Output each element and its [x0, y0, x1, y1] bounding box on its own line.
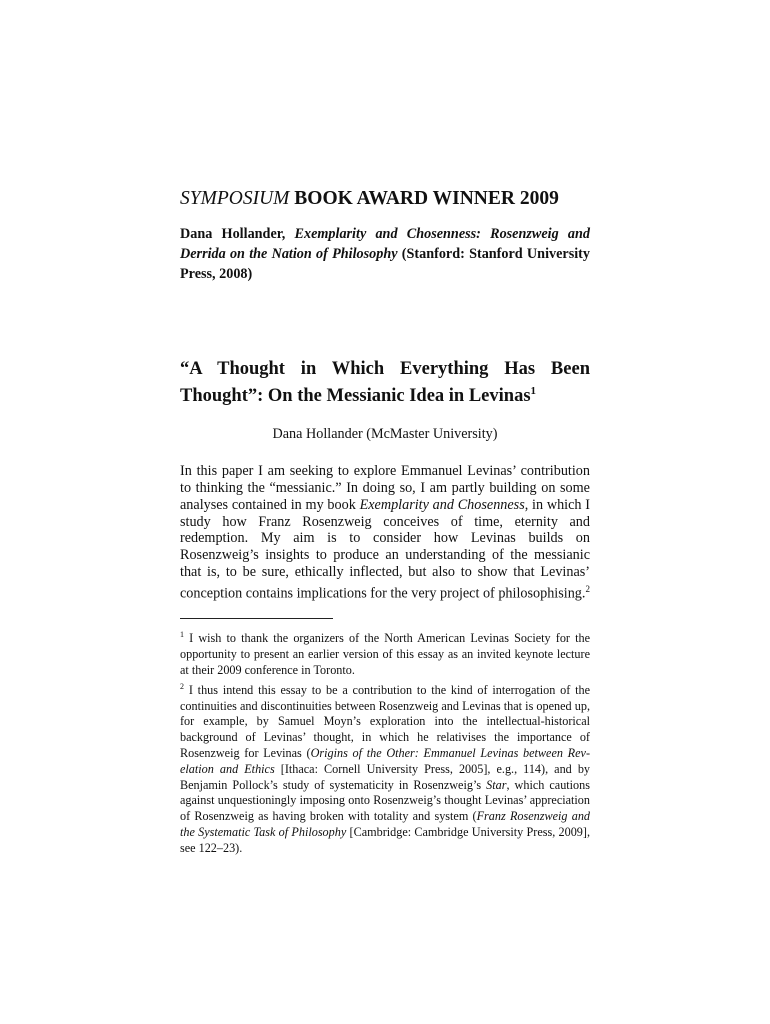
- body-book-title: Exemplarity and Chosenness: [359, 496, 525, 513]
- essay-title: [180, 358, 590, 407]
- footnote-2-text-d: [Cambridge: Cambridge University Press, 2009], see 122–23).: [180, 824, 591, 855]
- footnote-2-title-2: Star: [486, 777, 507, 792]
- book-author: Dana Hollander,: [180, 226, 295, 242]
- essay-byline: Dana Hollander (McMaster University): [272, 426, 498, 443]
- book-publication: (Stanford: Stanford University Press, 2008): [180, 246, 590, 282]
- footnote-2-title-3: Franz Rosenzweig and the Systematic Task of Philosophy: [180, 809, 591, 839]
- footnote-1-text: I wish to thank the organizers of the North American Levinas Society for the opportunity to present an earlier version of this essay as an invited keynote lecture at their 2009 conference in Toronto.: [180, 631, 590, 677]
- footnote-2-mark: 2: [180, 681, 184, 691]
- award-journal-name: SYMPOSIUM: [180, 188, 290, 209]
- body-text-part-1: In this paper I am seeking to explore Emmanuel Levinas’ contribution to thinking the “messianic.” In doing so, I am partly building on some analyses contained in my book: [180, 463, 590, 513]
- body-paragraph: [180, 463, 590, 602]
- award-heading: [180, 186, 590, 212]
- award-book-reference: [180, 224, 590, 284]
- footnote-1: [180, 627, 590, 678]
- footnote-2: [180, 679, 590, 857]
- document-page: [180, 186, 590, 857]
- footnote-2-text-b: [Ithaca: Cornell University Press, 2005], e.g., 114), and by Benjamin Pollock’s study of systematicity in Rosenzweig’s: [180, 761, 591, 792]
- footnote-divider: [180, 618, 333, 619]
- footnote-ref-1[interactable]: 1: [530, 385, 537, 397]
- body-text-part-2: , in which I study how Franz Rosenzweig conceives of time, eternity and redemption. My aim is to consider how Levinas builds on Rosenzweig’s insights to produce an understanding of the messianic that is, to be sure, ethically inflected, but also to show that Levinas’ conception contains implications for the very project of philosophising.: [180, 496, 590, 602]
- footnote-2-text-c: , which cautions against unquestioningly imposing onto Rosenzweig’s thought Levinas’ appreciation of Rosenzweig as having broken with totality and system (: [180, 777, 590, 824]
- footnote-1-mark: 1: [180, 630, 184, 640]
- footnote-2-title-1: Origins of the Other: Emmanuel Levinas between Revelation and Ethics: [180, 745, 591, 776]
- essay-title-text: “A Thought in Which Everything Has Been Thought”: On the Messianic Idea in Levinas: [180, 359, 590, 407]
- award-heading-text: BOOK AWARD WINNER 2009: [289, 188, 559, 209]
- footnote-2-text-a: I thus intend this essay to be a contribution to the kind of interrogation of the continuities and discontinuities between Rosenzweig and Levinas that is opened up, for example, by Samuel Moyn’s exploration into the intellectual-historical background of Levinas’ thought, in which he relativises the importance of Rosenzweig for Levinas (: [180, 682, 590, 760]
- footnote-ref-2[interactable]: 2: [585, 583, 590, 594]
- book-title: Exemplarity and Chosenness: Rosenzweig and Derrida on the Nation of Philosophy: [180, 226, 590, 262]
